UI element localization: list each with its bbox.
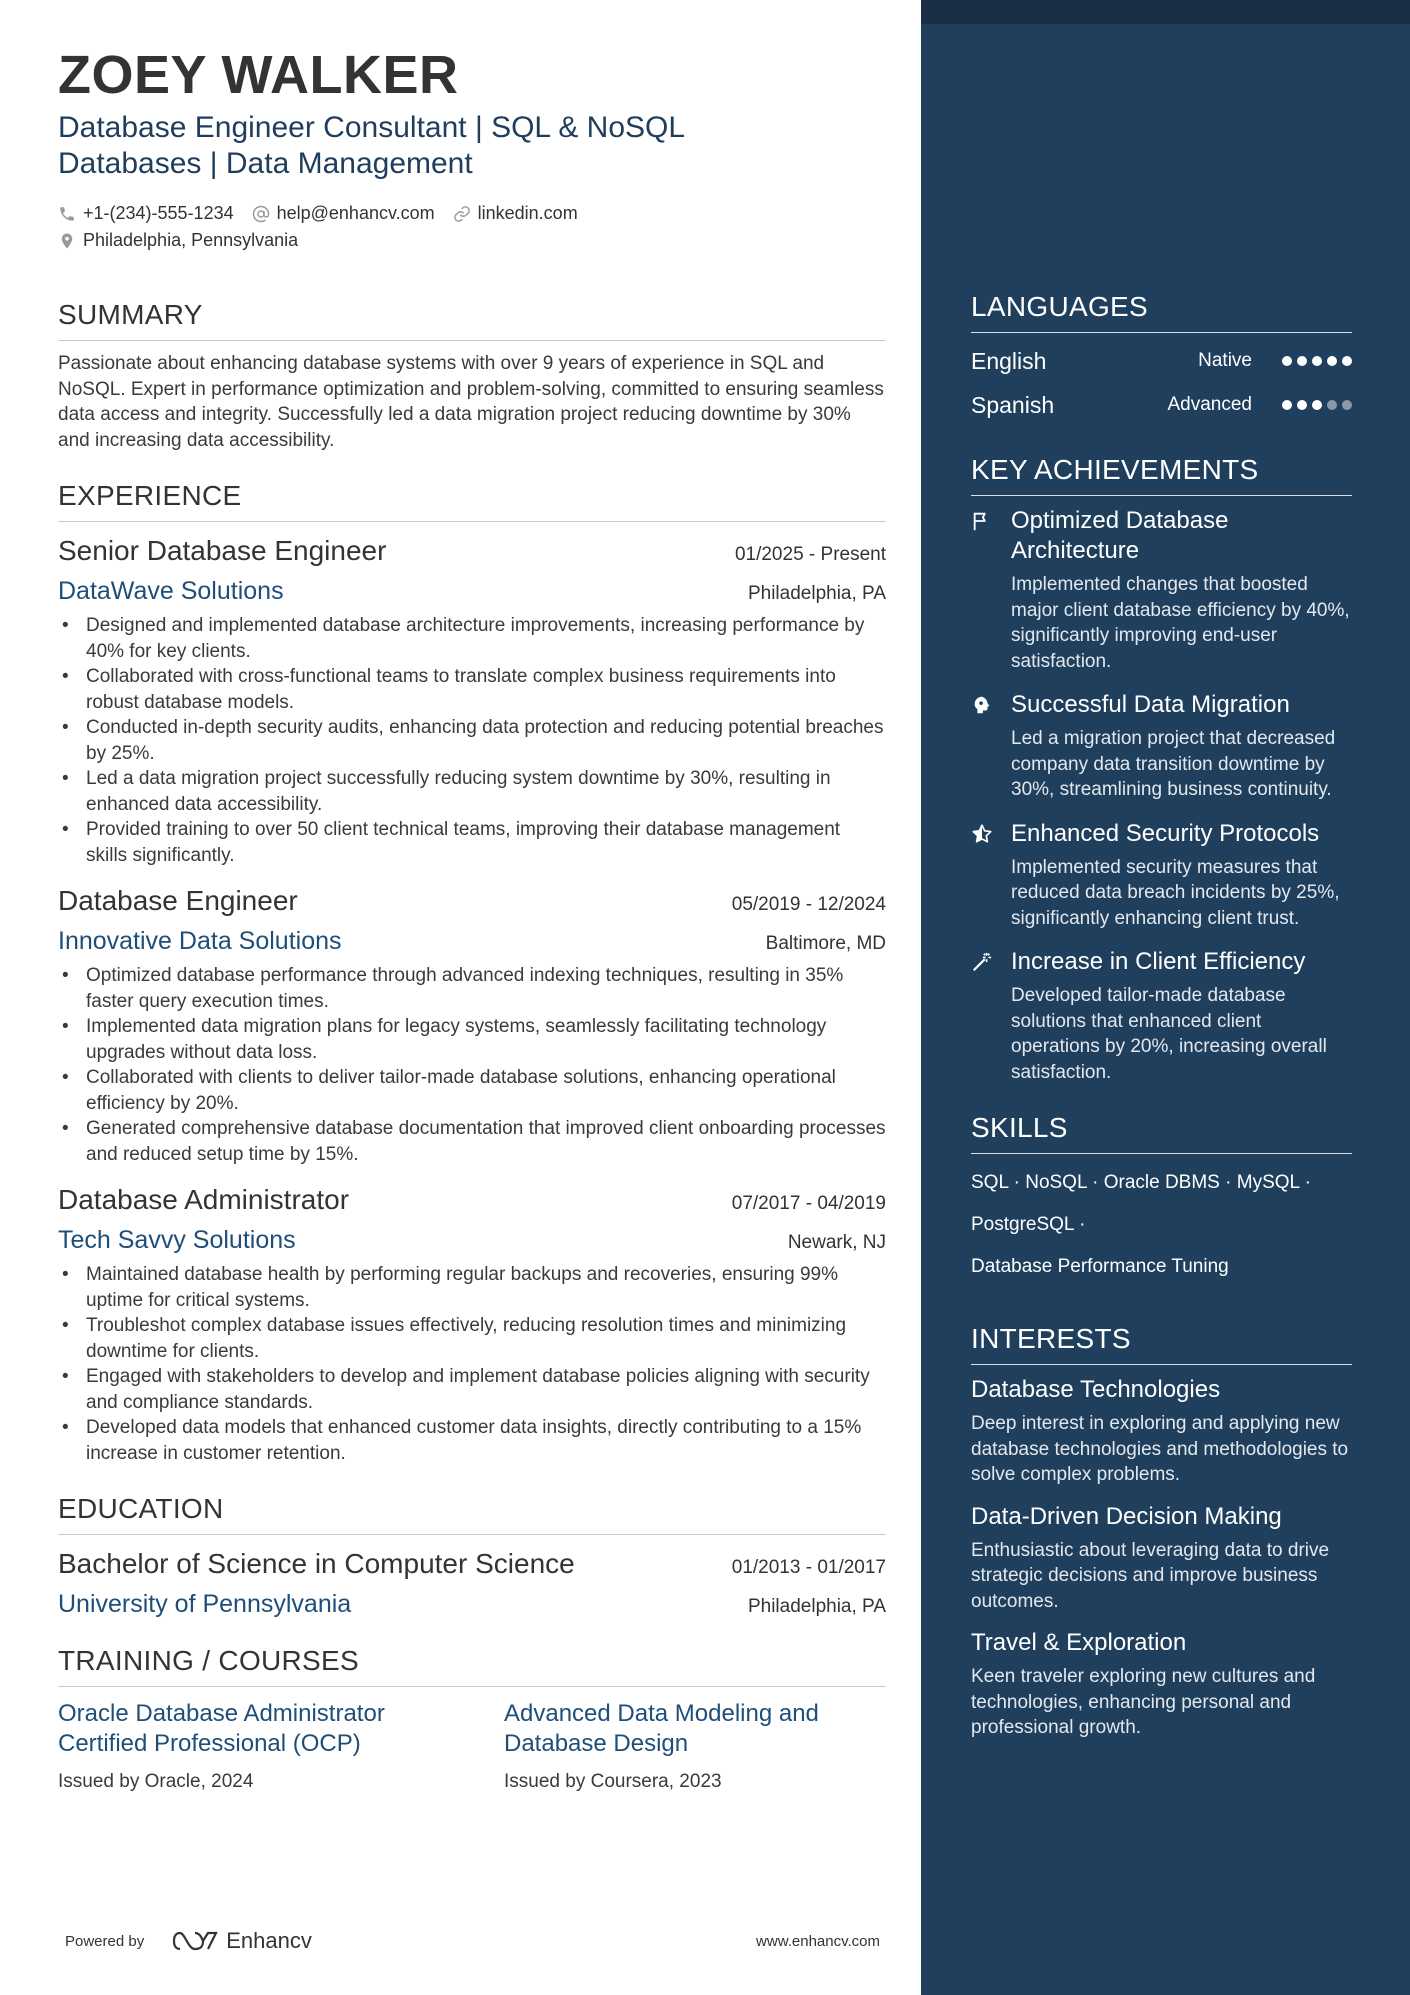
contact-info <box>58 200 886 254</box>
map-pin-icon <box>58 232 76 250</box>
experience-title: EXPERIENCE <box>58 479 886 522</box>
interest-title: Database Technologies <box>971 1376 1221 1403</box>
skill-item: NoSQL <box>1025 1172 1087 1193</box>
course-item <box>504 1699 880 1793</box>
achievements-title: KEY ACHIEVEMENTS <box>971 453 1352 496</box>
job-bullets <box>58 963 886 1167</box>
rating-dot-filled <box>1312 400 1322 410</box>
phone-icon <box>58 205 76 223</box>
achievement-desc: Led a migration project that decreased company data transition downtime by 30%, streamlining business continuity. <box>1011 728 1336 800</box>
job-entry <box>58 884 886 1167</box>
location-contact <box>58 227 298 254</box>
interest-item <box>971 1502 1352 1615</box>
sidebar-top-bar <box>921 0 1410 24</box>
rating-dot-filled <box>1342 356 1352 366</box>
magic-wand-icon <box>971 951 993 973</box>
interest-item <box>971 1375 1352 1488</box>
language-name: Spanish <box>971 391 1055 418</box>
bullet-item: • Engaged with stakeholders to develop and implement database policies aligning with security and compliance standards. <box>58 1364 886 1415</box>
bullet-item: • Troubleshot complex database issues effectively, reducing resolution times and minimizing downtime for clients. <box>58 1313 886 1364</box>
bullet-item: • Collaborated with cross-functional teams to translate complex business requirements into robust database models. <box>58 664 886 715</box>
summary-text: Passionate about enhancing database systems with over 9 years of experience in SQL and NoSQL. Expert in performance optimization and problem-solving, committed to ensuring seamless data access and integrity. Successfully led a data migration project reducing downtime by 30% and increasing data accessibility. <box>58 353 884 451</box>
headline: Database Engineer Consultant | SQL & NoSQL Databases | Data Management <box>58 111 684 180</box>
star-icon <box>971 823 993 845</box>
education-title: EDUCATION <box>58 1492 886 1535</box>
bullet-item: • Maintained database health by performing regular backups and recoveries, ensuring 99% uptime for critical systems. <box>58 1262 886 1313</box>
education-section <box>58 1492 886 1620</box>
summary-title: SUMMARY <box>58 298 886 341</box>
language-name: English <box>971 347 1047 374</box>
language-level: Advanced <box>1167 394 1252 415</box>
bullet-item: • Led a data migration project successfully reducing system downtime by 30%, resulting in enhanced data accessibility. <box>58 766 886 817</box>
skill-item: SQL <box>971 1172 1009 1193</box>
footer <box>65 1928 880 1954</box>
job-bullets <box>58 613 886 868</box>
education-dates: 01/2013 - 01/2017 <box>731 1557 886 1578</box>
school-name: University of Pennsylvania <box>58 1590 352 1618</box>
interests-title: INTERESTS <box>971 1322 1352 1365</box>
interest-title: Travel & Exploration <box>971 1629 1187 1656</box>
achievement-title: Enhanced Security Protocols <box>1011 819 1320 847</box>
email-contact[interactable] <box>252 200 435 227</box>
location-text: Philadelphia, Pennsylvania <box>83 230 299 250</box>
experience-section <box>58 479 886 1466</box>
email-text: help@enhancv.com <box>276 203 435 223</box>
main-column <box>58 42 886 1793</box>
achievement-desc: Implemented changes that boosted major client database efficiency by 40%, significantly improving end-user satisfaction. <box>1011 574 1350 672</box>
bullet-item: • Implemented data migration plans for legacy systems, seamlessly facilitating technology upgrades without data loss. <box>58 1014 886 1065</box>
rating-dot-filled <box>1312 356 1322 366</box>
job-location: Philadelphia, PA <box>747 583 886 604</box>
rating-dot-filled <box>1282 400 1292 410</box>
language-level: Native <box>1198 350 1252 371</box>
achievement-title: Increase in Client Efficiency <box>1011 948 1306 975</box>
rating-dot-empty <box>1342 400 1352 410</box>
achievement-desc: Implemented security measures that reduced data breach incidents by 25%, significantly enhancing client trust. <box>1011 856 1340 929</box>
school-location: Philadelphia, PA <box>747 1596 886 1617</box>
bullet-item: • Generated comprehensive database documentation that improved client onboarding processes and reduced setup time by 15%. <box>58 1116 886 1167</box>
languages-section <box>971 290 1352 427</box>
achievement-item <box>971 506 1352 674</box>
company-name: Innovative Data Solutions <box>58 927 342 955</box>
language-item <box>971 339 1352 383</box>
language-rating <box>1282 400 1352 410</box>
training-title: TRAINING / COURSES <box>58 1644 886 1687</box>
job-title: Database Administrator <box>58 1184 350 1215</box>
achievement-item <box>971 947 1352 1085</box>
brand-name: Enhancv <box>226 1928 312 1953</box>
job-entry <box>58 534 886 868</box>
job-location: Newark, NJ <box>787 1232 886 1253</box>
job-dates: 05/2019 - 12/2024 <box>731 894 886 915</box>
phone-contact[interactable] <box>58 200 234 227</box>
achievements-section <box>971 453 1352 1085</box>
skill-item: PostgreSQL <box>971 1214 1074 1235</box>
company-name: Tech Savvy Solutions <box>58 1226 296 1254</box>
skills-list: SQL · NoSQL · Oracle DBMS · MySQL · PostgreSQL · Database Performance Tuning <box>971 1172 1311 1277</box>
bullet-item: • Optimized database performance through advanced indexing techniques, resulting in 35% faster query execution times. <box>58 963 886 1014</box>
job-bullets <box>58 1262 886 1466</box>
powered-by-text: Powered by <box>65 1932 145 1950</box>
course-issuer: Issued by Oracle, 2024 <box>58 1771 254 1792</box>
interests-section <box>971 1322 1352 1741</box>
languages-title: LANGUAGES <box>971 290 1352 333</box>
candidate-name: ZOEY WALKER <box>58 45 459 105</box>
language-item <box>971 383 1352 427</box>
brain-icon <box>971 694 993 716</box>
skills-section <box>971 1111 1352 1288</box>
phone-text: +1-(234)-555-1234 <box>83 203 234 223</box>
rating-dot-filled <box>1297 356 1307 366</box>
company-name: DataWave Solutions <box>58 577 284 605</box>
enhancv-logo-icon <box>172 1929 218 1953</box>
interest-desc: Deep interest in exploring and applying new database technologies and methodologies to solve complex problems. <box>971 1413 1349 1485</box>
interest-desc: Enthusiastic about leveraging data to drive strategic decisions and improve business outcomes. <box>971 1539 1330 1612</box>
bullet-item: • Collaborated with clients to deliver tailor-made database solutions, enhancing operational efficiency by 20%. <box>58 1065 886 1116</box>
achievement-title: Successful Data Migration <box>1011 691 1290 718</box>
rating-dot-filled <box>1282 356 1292 366</box>
job-location: Baltimore, MD <box>765 933 886 954</box>
bullet-item: • Developed data models that enhanced customer data insights, directly contributing to a 15% increase in customer retention. <box>58 1415 886 1466</box>
job-dates: 01/2025 - Present <box>734 544 886 565</box>
interest-desc: Keen traveler exploring new cultures and technologies, enhancing personal and professional growth. <box>971 1666 1316 1738</box>
rating-dot-filled <box>1327 356 1337 366</box>
course-title: Oracle Database Administrator Certified Professional (OCP) <box>58 1700 385 1757</box>
bullet-item: • Designed and implemented database architecture improvements, increasing performance by 40% for key clients. <box>58 613 886 664</box>
footer-url[interactable]: www.enhancv.com <box>756 1932 880 1950</box>
training-section <box>58 1644 886 1793</box>
bullet-item: • Provided training to over 50 client technical teams, improving their database management skills significantly. <box>58 817 886 868</box>
brand-logo[interactable] <box>172 1928 312 1954</box>
course-title: Advanced Data Modeling and Database Design <box>504 1700 819 1757</box>
interest-item <box>971 1628 1352 1741</box>
summary-section <box>58 298 886 453</box>
job-dates: 07/2017 - 04/2019 <box>731 1193 886 1214</box>
interest-title: Data-Driven Decision Making <box>971 1502 1282 1530</box>
skill-item: Database Performance Tuning <box>971 1256 1229 1277</box>
skills-title: SKILLS <box>971 1111 1352 1154</box>
course-issuer: Issued by Coursera, 2023 <box>504 1771 722 1792</box>
skill-item: MySQL <box>1236 1172 1300 1193</box>
sidebar <box>921 0 1410 1995</box>
linkedin-text: linkedin.com <box>477 203 578 223</box>
job-title: Senior Database Engineer <box>58 535 387 566</box>
achievement-desc: Developed tailor-made database solutions that enhanced client operations by 20%, increasing overall satisfaction. <box>1011 985 1327 1083</box>
language-rating <box>1282 356 1352 366</box>
achievement-item <box>971 819 1352 932</box>
skill-item: Oracle DBMS <box>1103 1172 1220 1193</box>
link-icon <box>453 205 471 223</box>
degree: Bachelor of Science in Computer Science <box>58 1548 575 1579</box>
rating-dot-empty <box>1327 400 1337 410</box>
at-icon <box>252 205 270 223</box>
flag-icon <box>971 510 993 532</box>
bullet-item: • Conducted in-depth security audits, enhancing data protection and reducing potential breaches by 25%. <box>58 715 886 766</box>
course-item <box>58 1699 434 1793</box>
rating-dot-filled <box>1297 400 1307 410</box>
linkedin-contact[interactable] <box>453 200 578 227</box>
achievement-item <box>971 690 1352 803</box>
job-entry <box>58 1183 886 1466</box>
achievement-title: Optimized Database Architecture <box>1011 507 1229 564</box>
job-title: Database Engineer <box>58 885 298 916</box>
